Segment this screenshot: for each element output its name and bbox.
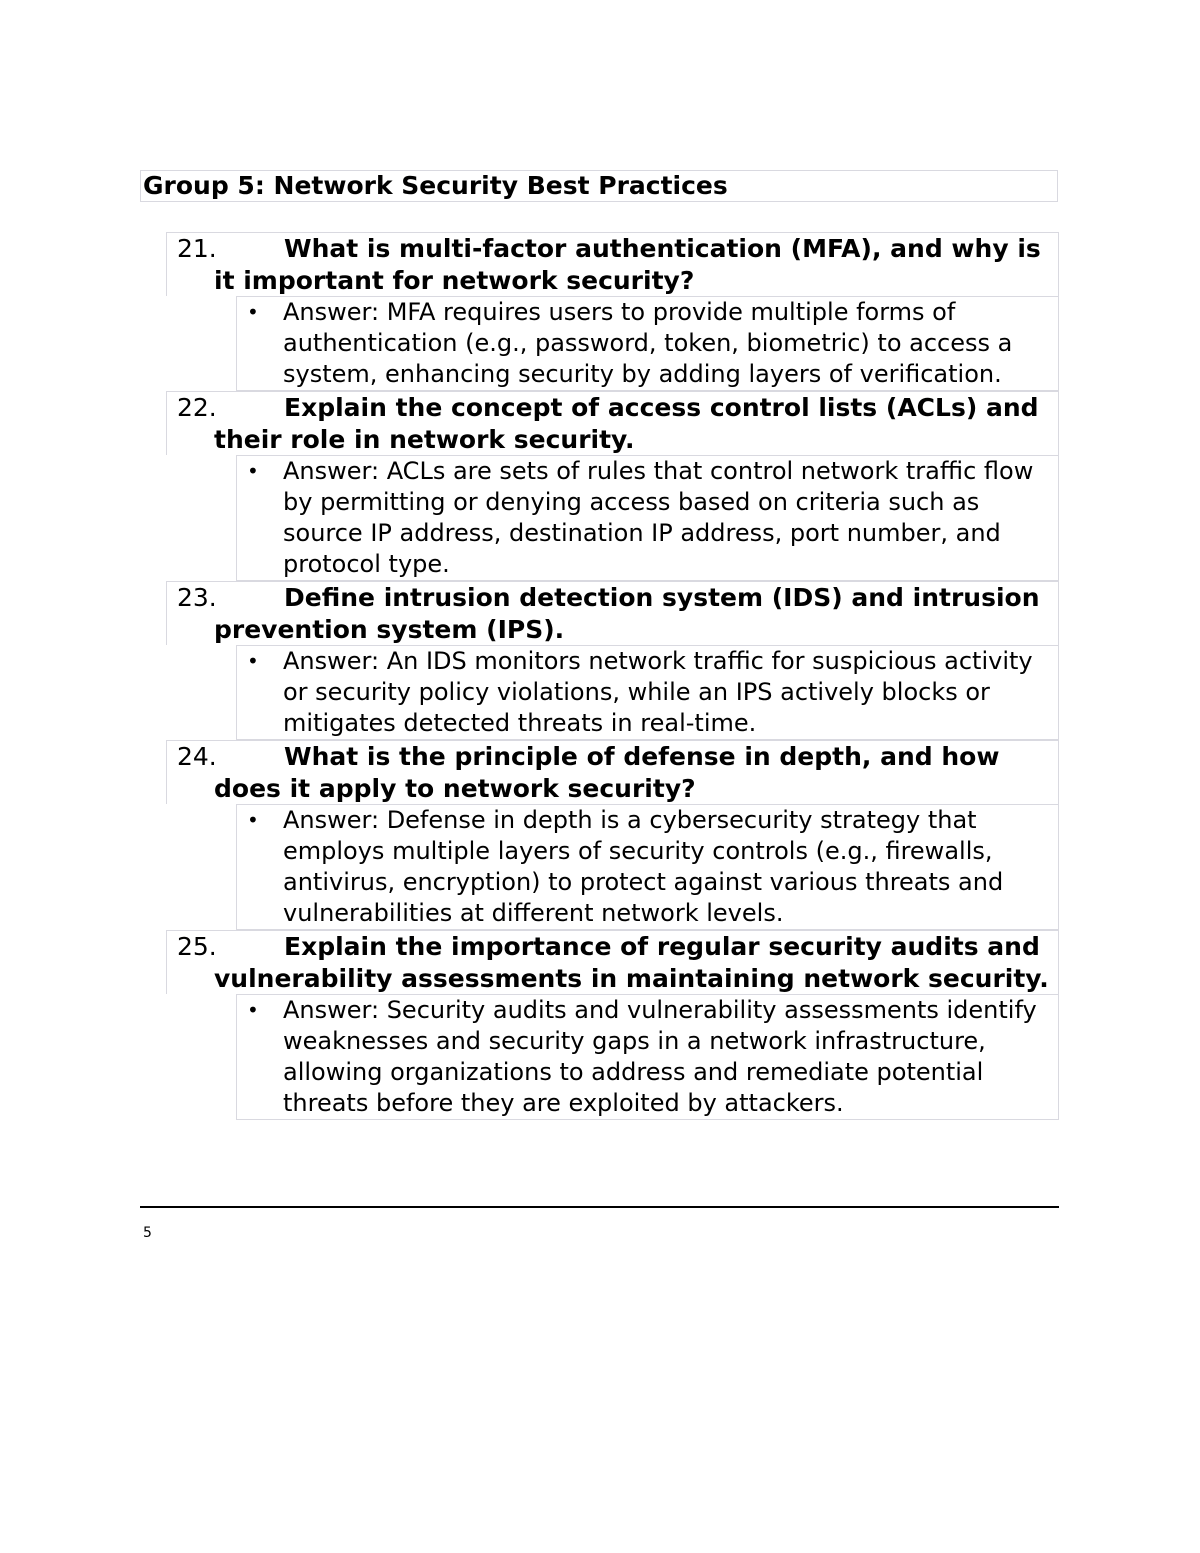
question-22 (166, 391, 1059, 455)
question-24 (166, 740, 1059, 804)
page-number: 5 (143, 1225, 152, 1241)
question-number: 23. (177, 583, 217, 612)
question-text: Explain the importance of regular security audits and vulnerability assessments in maintaining network security. (214, 932, 1049, 993)
answer-21 (236, 296, 1059, 391)
question-number: 24. (177, 742, 217, 771)
qa-list (166, 232, 1059, 1120)
question-number: 21. (177, 234, 217, 263)
question-number: 25. (177, 932, 217, 961)
bullet-icon: • (247, 998, 259, 1022)
bullet-icon: • (247, 649, 259, 673)
question-text: Explain the concept of access control lists (ACLs) and their role in network security. (214, 393, 1039, 454)
bullet-icon: • (247, 300, 259, 324)
question-text: Define intrusion detection system (IDS) and intrusion prevention system (IPS). (214, 583, 1040, 644)
question-number: 22. (177, 393, 217, 422)
answer-text: Answer: Security audits and vulnerability assessments identify weaknesses and security gaps in a network infrastructure, allowing organizations to address and remediate potential threats before they are exploited by attackers. (283, 996, 1037, 1117)
answer-text: Answer: MFA requires users to provide multiple forms of authentication (e.g., password, token, biometric) to access a system, enhancing security by adding layers of verification. (283, 298, 1013, 388)
bullet-icon: • (247, 459, 259, 483)
answer-text: Answer: ACLs are sets of rules that control network traffic flow by permitting or denying access based on criteria such as source IP address, destination IP address, port number, and protocol type. (283, 457, 1034, 578)
question-23 (166, 581, 1059, 645)
answer-23 (236, 645, 1059, 740)
answer-24 (236, 804, 1059, 930)
footer-divider (140, 1206, 1059, 1208)
question-text: What is the principle of defense in depth, and how does it apply to network security? (214, 742, 1000, 803)
question-25 (166, 930, 1059, 994)
answer-22 (236, 455, 1059, 581)
answer-text: Answer: Defense in depth is a cybersecurity strategy that employs multiple layers of security controls (e.g., firewalls, antivirus, encryption) to protect against various threats and vulnerabilities at different network levels. (283, 806, 1004, 927)
answer-text: Answer: An IDS monitors network traffic for suspicious activity or security policy violations, while an IPS actively blocks or mitigates detected threats in real-time. (283, 647, 1033, 737)
answer-25 (236, 994, 1059, 1120)
page-title: Group 5: Network Security Best Practices (143, 171, 728, 200)
question-21 (166, 232, 1059, 296)
question-text: What is multi-factor authentication (MFA), and why is it important for network security? (214, 234, 1041, 295)
bullet-icon: • (247, 808, 259, 832)
